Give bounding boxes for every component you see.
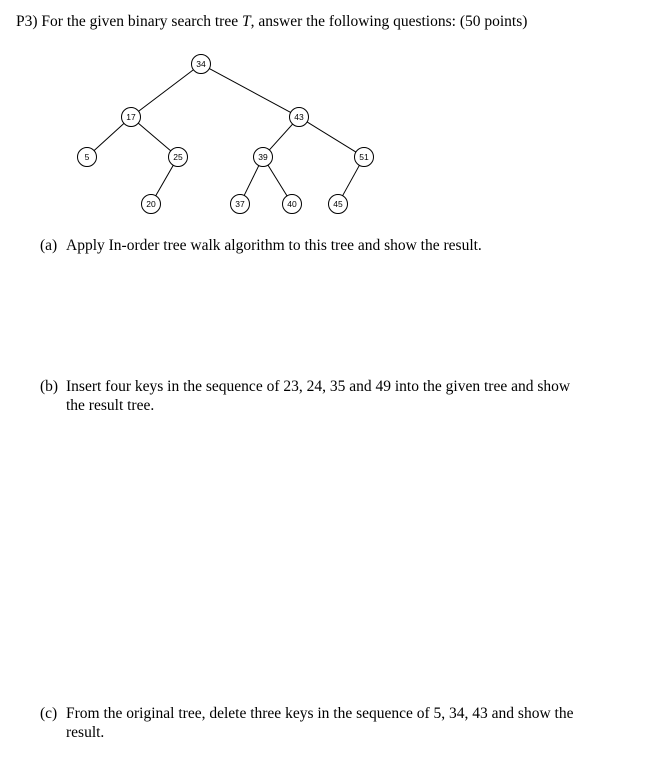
tree-node-key: 34	[196, 59, 206, 69]
question-c-label: (c)	[40, 705, 58, 722]
tree-node-key: 17	[126, 112, 136, 122]
tree-node-key: 5	[84, 152, 90, 162]
question-c	[40, 704, 620, 742]
tree-node-40	[283, 195, 302, 214]
tree-name: T	[241, 13, 251, 30]
question-b-text-line2: the result tree.	[66, 397, 155, 414]
question-c-text-line2: result.	[66, 724, 105, 741]
tree-node-51	[355, 148, 374, 167]
question-b-text-line1: Insert four keys in the sequence of 23, 24, 35 and 49 into the given tree and show	[66, 378, 571, 395]
tree-node-key: 40	[287, 199, 297, 209]
binary-search-tree-diagram	[0, 0, 648, 230]
tree-edge-34-17	[139, 70, 194, 112]
tree-node-25	[169, 148, 188, 167]
question-b	[40, 377, 620, 415]
tree-node-key: 25	[173, 152, 183, 162]
tree-node-39	[254, 148, 273, 167]
tree-edge-43-39	[269, 124, 292, 150]
tree-node-key: 45	[333, 199, 343, 209]
tree-nodes	[78, 55, 374, 214]
question-a-text: Apply In-order tree walk algorithm to this tree and show the result.	[66, 237, 482, 254]
tree-node-5	[78, 148, 97, 167]
tree-node-key: 37	[235, 199, 245, 209]
tree-edge-43-51	[307, 122, 356, 152]
question-c-text-line1: From the original tree, delete three keys in the sequence of 5, 34, 43 and show the	[66, 705, 574, 722]
question-a	[40, 236, 620, 255]
tree-edges	[94, 69, 359, 196]
tree-node-key: 43	[294, 112, 304, 122]
tree-edge-51-45	[343, 165, 360, 195]
tree-node-key: 20	[146, 199, 156, 209]
tree-node-key: 51	[359, 152, 369, 162]
question-b-label: (b)	[40, 378, 59, 395]
heading-prefix: P3) For the given binary search tree	[16, 13, 242, 30]
tree-edge-17-25	[138, 123, 171, 151]
question-a-label: (a)	[40, 237, 58, 254]
tree-edge-39-37	[244, 166, 259, 196]
tree-node-43	[290, 108, 309, 127]
tree-edge-17-5	[94, 123, 124, 150]
tree-node-45	[329, 195, 348, 214]
tree-node-34	[192, 55, 211, 74]
tree-edge-25-20	[156, 165, 174, 196]
tree-node-17	[122, 108, 141, 127]
tree-node-20	[142, 195, 161, 214]
tree-node-37	[231, 195, 250, 214]
tree-node-key: 39	[258, 152, 268, 162]
tree-edge-39-40	[268, 165, 287, 196]
heading-suffix: , answer the following questions: (50 points)	[250, 13, 528, 30]
tree-edge-34-43	[209, 69, 290, 113]
